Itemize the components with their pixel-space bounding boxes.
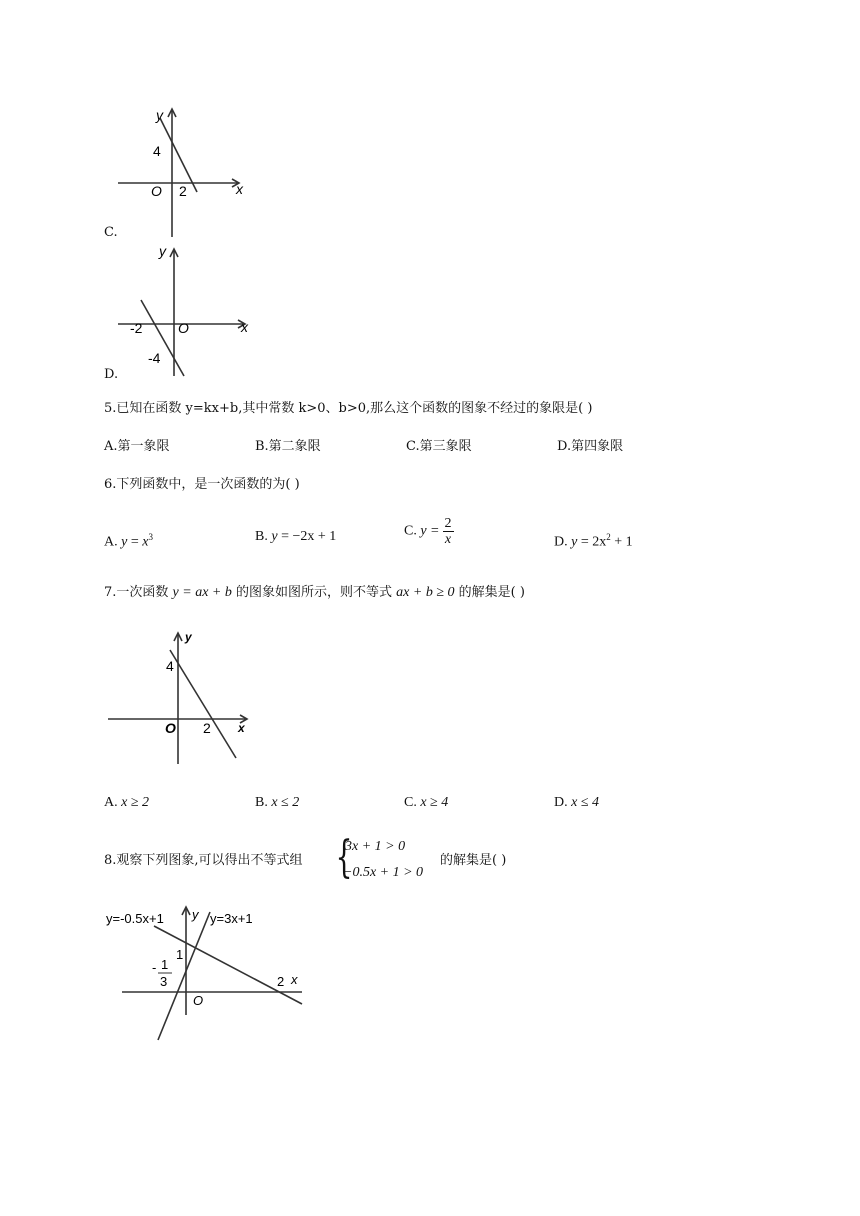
q6-option-c: C. y = $\frac{2}{x}$ — [404, 516, 452, 547]
q8-fig-line2-label: y=3x+1 — [210, 911, 253, 926]
q7-fig-x-label: x — [238, 721, 245, 735]
q7-fig-origin: O — [165, 720, 176, 736]
q7-option-c: C. x ≥ 4 — [404, 795, 449, 810]
option-d-label: D. — [104, 367, 119, 382]
fig-c-x-label: x — [236, 181, 243, 197]
q8-fig-frac-den: 3 — [160, 974, 168, 989]
q8-fig-tick-1: 1 — [176, 947, 184, 962]
fig-d-y-label: y — [159, 243, 166, 259]
q8-brace: { — [335, 832, 353, 883]
q8-fig-frac-num: 1 — [161, 957, 169, 972]
q6-option-d: D. $y = 2x^2 + 1$ — [554, 532, 633, 550]
q8-inequality-2: −0.5x + 1 > 0 — [343, 865, 424, 880]
q6-option-a: A. $y = x^3$ — [104, 532, 153, 550]
q5-option-d: D.第四象限 — [557, 439, 624, 454]
q8-stem-suffix: 的解集是( ) — [440, 853, 507, 868]
q8-inequality-1: 3x + 1 > 0 — [345, 839, 406, 854]
q7-stem: 7.一次函数 y = ax + b 的图象如图所示，则不等式 ax + b ≥ 0 的解集是( ) — [104, 585, 525, 600]
fig-d-tick-neg2: -2 — [130, 320, 143, 336]
q8-fig-x-label: x — [291, 972, 298, 987]
fig-d-tick-neg4: -4 — [148, 350, 161, 366]
q5-option-c: C.第三象限 — [406, 439, 472, 454]
fig-c-tick-4: 4 — [153, 143, 161, 159]
q6-stem: 6.下列函数中，是一次函数的为( ) — [104, 477, 300, 492]
option-c-label: C. — [104, 225, 118, 240]
fig-c-origin: O — [151, 183, 162, 199]
q7-fig-y-label: y — [185, 630, 192, 644]
q7-option-b: B. x ≤ 2 — [255, 795, 300, 810]
q8-fig-origin: O — [193, 993, 204, 1008]
q7-fig-tick-4: 4 — [166, 658, 174, 674]
q5-option-b: B.第二象限 — [255, 439, 321, 454]
q8-fig-y-label: y — [192, 907, 199, 922]
q7-fig-tick-2: 2 — [203, 720, 211, 736]
fig-c-y-label: y — [156, 107, 163, 123]
fig-d-origin: O — [178, 320, 189, 336]
q7-option-d: D. x ≤ 4 — [554, 795, 600, 810]
q5-option-a: A.第一象限 — [104, 439, 170, 454]
q8-fig-line1-label: y=-0.5x+1 — [106, 911, 164, 926]
q6-option-b: B. y = −2x + 1 — [255, 529, 337, 544]
fig-d-x-label: x — [241, 319, 248, 335]
fig-c-tick-2: 2 — [179, 183, 187, 199]
q8-fig-tick-2: 2 — [277, 974, 285, 989]
q8-fig-neg-sign: - — [152, 960, 157, 975]
q5-stem: 5.已知在函数 y=kx+b,其中常数 k>0、b>0,那么这个函数的图象不经过的象限是( ) — [104, 401, 593, 416]
q8-stem-prefix: 8.观察下列图象,可以得出不等式组 — [104, 853, 303, 868]
q7-option-a: A. x ≥ 2 — [104, 795, 150, 810]
